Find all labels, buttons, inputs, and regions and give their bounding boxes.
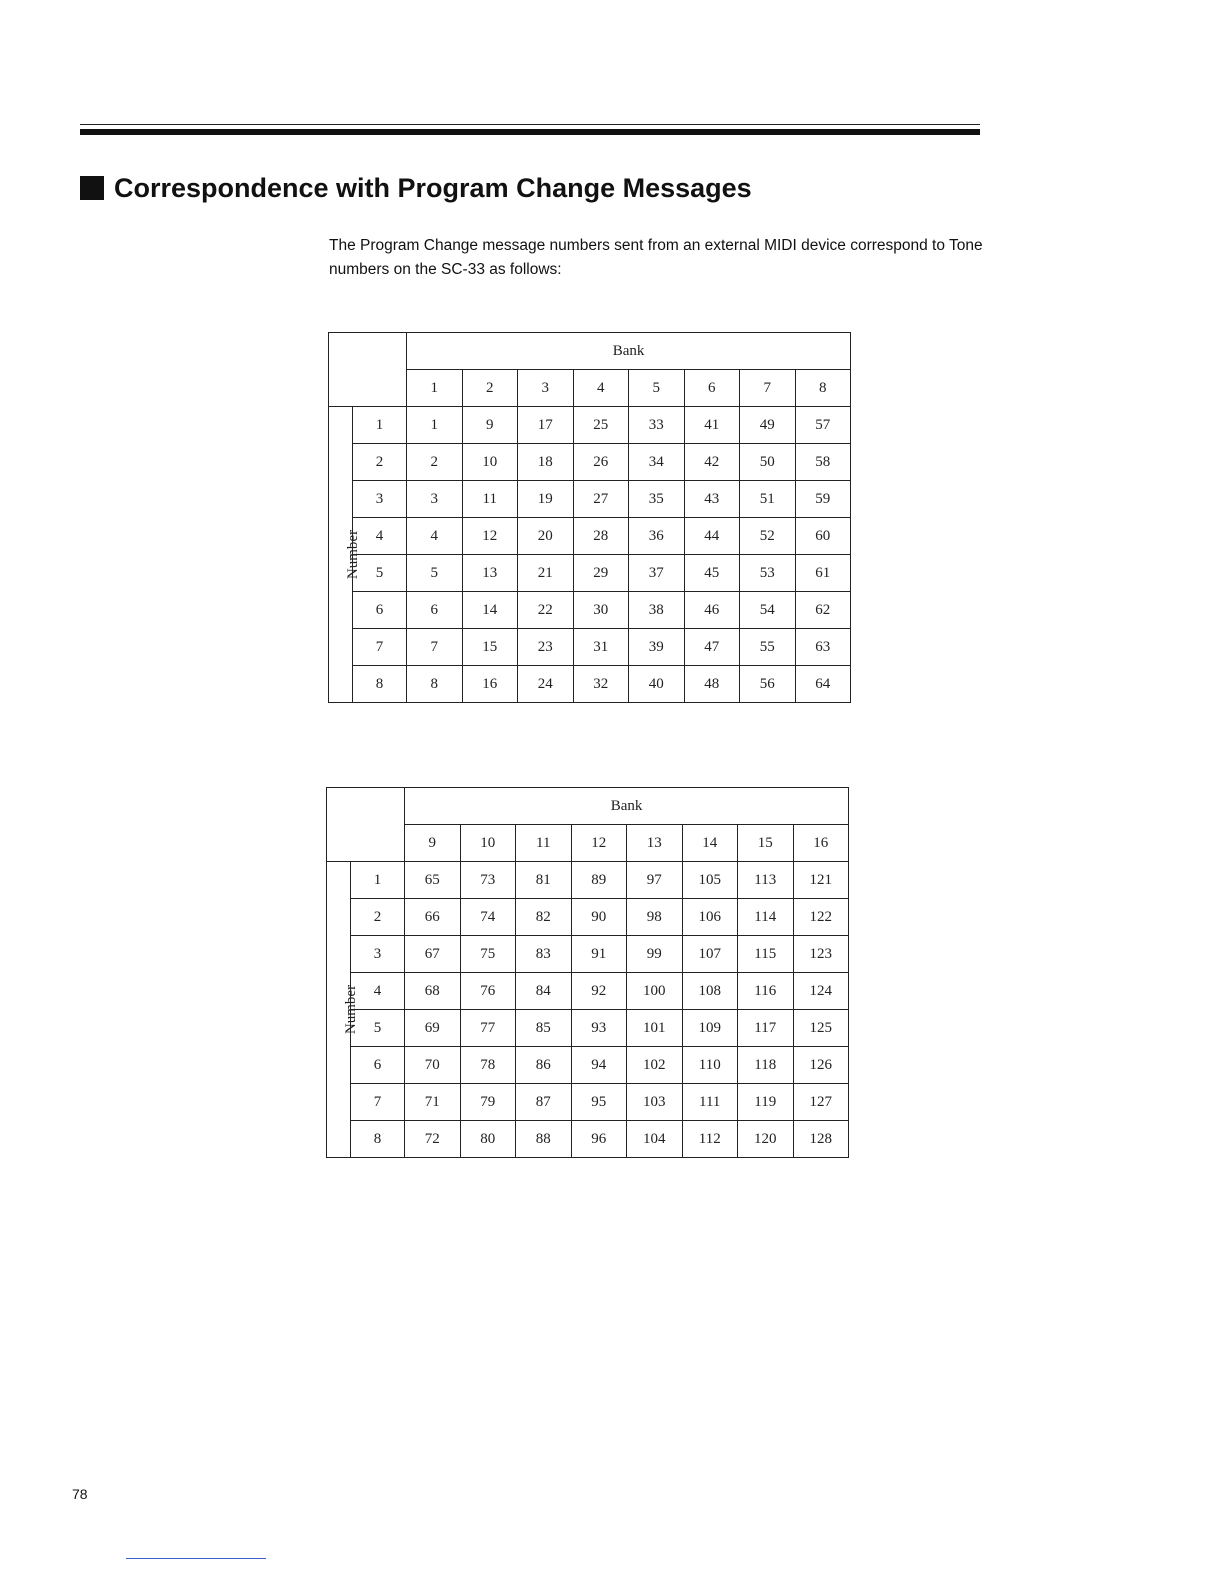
tone-number-cell: 67 [405, 936, 461, 973]
tone-number-cell: 57 [795, 407, 851, 444]
tone-number-cell: 93 [571, 1010, 627, 1047]
tone-number-cell: 21 [518, 555, 574, 592]
tone-number-cell: 47 [684, 629, 740, 666]
tone-number-cell: 91 [571, 936, 627, 973]
row-number-cell: 7 [353, 629, 407, 666]
tone-number-cell: 7 [407, 629, 463, 666]
tone-number-cell: 66 [405, 899, 461, 936]
tone-number-cell: 81 [516, 862, 572, 899]
tone-number-cell: 1 [407, 407, 463, 444]
tone-number-cell: 92 [571, 973, 627, 1010]
tone-number-cell: 58 [795, 444, 851, 481]
bank-number-cell: 16 [793, 825, 849, 862]
header-rule-thick [80, 129, 980, 135]
tone-number-cell: 110 [682, 1047, 738, 1084]
tone-number-cell: 77 [460, 1010, 516, 1047]
tone-number-cell: 84 [516, 973, 572, 1010]
tone-number-cell: 96 [571, 1121, 627, 1158]
bank-number-cell: 4 [573, 370, 629, 407]
tone-number-cell: 42 [684, 444, 740, 481]
bank-number-cell: 6 [684, 370, 740, 407]
tone-number-cell: 40 [629, 666, 685, 703]
tone-number-cell: 5 [407, 555, 463, 592]
tone-number-cell: 59 [795, 481, 851, 518]
tone-number-cell: 15 [462, 629, 518, 666]
tone-number-cell: 29 [573, 555, 629, 592]
tone-number-cell: 39 [629, 629, 685, 666]
bank-number-cell: 8 [795, 370, 851, 407]
tone-number-cell: 101 [627, 1010, 683, 1047]
tone-number-cell: 43 [684, 481, 740, 518]
bank-header-row [329, 333, 851, 370]
bank-number-cell: 3 [518, 370, 574, 407]
number-axis-label [329, 407, 362, 703]
tone-number-cell: 128 [793, 1121, 849, 1158]
table-row [327, 1047, 849, 1084]
header-rule-thin [80, 124, 980, 125]
tone-number-cell: 25 [573, 407, 629, 444]
tone-number-cell: 76 [460, 973, 516, 1010]
tone-number-cell: 97 [627, 862, 683, 899]
tone-number-cell: 49 [740, 407, 796, 444]
tone-number-cell: 23 [518, 629, 574, 666]
tone-number-cell: 11 [462, 481, 518, 518]
tone-number-cell: 112 [682, 1121, 738, 1158]
tone-number-cell: 3 [407, 481, 463, 518]
tone-number-cell: 20 [518, 518, 574, 555]
tone-number-cell: 34 [629, 444, 685, 481]
bank-number-cell: 11 [516, 825, 572, 862]
row-number-cell: 6 [353, 592, 407, 629]
tone-number-cell: 120 [738, 1121, 794, 1158]
row-number-cell: 5 [353, 555, 407, 592]
corner-cell [327, 788, 405, 862]
tone-number-cell: 114 [738, 899, 794, 936]
tone-number-cell: 64 [795, 666, 851, 703]
tone-number-cell: 2 [407, 444, 463, 481]
row-number-cell: 6 [351, 1047, 405, 1084]
bank-numbers-row [327, 825, 849, 862]
corner-cell [329, 333, 407, 407]
tone-number-cell: 41 [684, 407, 740, 444]
bank-number-cell: 2 [462, 370, 518, 407]
bank-numbers-row [329, 370, 851, 407]
tone-number-cell: 98 [627, 899, 683, 936]
tone-number-cell: 87 [516, 1084, 572, 1121]
tone-number-cell: 26 [573, 444, 629, 481]
table-row [327, 1121, 849, 1158]
tone-number-cell: 103 [627, 1084, 683, 1121]
tone-number-cell: 104 [627, 1121, 683, 1158]
table-row [329, 629, 851, 666]
table-row [329, 407, 851, 444]
tone-number-cell: 10 [462, 444, 518, 481]
bank-number-cell: 9 [405, 825, 461, 862]
table-row [329, 481, 851, 518]
tone-number-cell: 70 [405, 1047, 461, 1084]
tone-number-cell: 118 [738, 1047, 794, 1084]
tone-number-cell: 32 [573, 666, 629, 703]
tone-number-cell: 126 [793, 1047, 849, 1084]
tone-number-cell: 90 [571, 899, 627, 936]
tone-number-cell: 123 [793, 936, 849, 973]
tone-number-cell: 50 [740, 444, 796, 481]
table-row [327, 936, 849, 973]
row-number-cell: 7 [351, 1084, 405, 1121]
tone-number-cell: 38 [629, 592, 685, 629]
tone-number-cell: 62 [795, 592, 851, 629]
table-row [327, 1010, 849, 1047]
row-number-cell: 1 [353, 407, 407, 444]
row-number-cell: 4 [351, 973, 405, 1010]
table-row [329, 444, 851, 481]
tone-number-cell: 94 [571, 1047, 627, 1084]
bank-number-cell: 15 [738, 825, 794, 862]
tone-number-cell: 12 [462, 518, 518, 555]
tone-number-cell: 111 [682, 1084, 738, 1121]
table-row [327, 1084, 849, 1121]
tone-number-cell: 17 [518, 407, 574, 444]
tone-number-cell: 6 [407, 592, 463, 629]
tone-number-cell: 86 [516, 1047, 572, 1084]
tone-number-cell: 36 [629, 518, 685, 555]
row-number-cell: 3 [351, 936, 405, 973]
tone-number-cell: 19 [518, 481, 574, 518]
tone-number-cell: 35 [629, 481, 685, 518]
bank-number-cell: 13 [627, 825, 683, 862]
tone-number-cell: 22 [518, 592, 574, 629]
tone-number-cell: 113 [738, 862, 794, 899]
tone-number-cell: 74 [460, 899, 516, 936]
tone-number-cell: 73 [460, 862, 516, 899]
tone-number-cell: 106 [682, 899, 738, 936]
tone-number-cell: 105 [682, 862, 738, 899]
tone-number-cell: 53 [740, 555, 796, 592]
tone-number-cell: 83 [516, 936, 572, 973]
tone-number-cell: 4 [407, 518, 463, 555]
tone-number-cell: 28 [573, 518, 629, 555]
table-row [327, 899, 849, 936]
tone-number-cell: 75 [460, 936, 516, 973]
tone-number-cell: 55 [740, 629, 796, 666]
row-number-cell: 8 [353, 666, 407, 703]
number-label-text: Number [345, 529, 362, 580]
tone-number-cell: 80 [460, 1121, 516, 1158]
tone-number-cell: 125 [793, 1010, 849, 1047]
tone-number-cell: 119 [738, 1084, 794, 1121]
tone-number-cell: 99 [627, 936, 683, 973]
tone-number-cell: 71 [405, 1084, 461, 1121]
tone-number-cell: 78 [460, 1047, 516, 1084]
tone-number-cell: 69 [405, 1010, 461, 1047]
row-number-cell: 2 [351, 899, 405, 936]
bank-label: Bank [407, 333, 851, 370]
tone-number-cell: 122 [793, 899, 849, 936]
bank-number-cell: 5 [629, 370, 685, 407]
bank-number-cell: 12 [571, 825, 627, 862]
tone-number-cell: 82 [516, 899, 572, 936]
tone-number-cell: 85 [516, 1010, 572, 1047]
tone-number-cell: 9 [462, 407, 518, 444]
tone-number-cell: 45 [684, 555, 740, 592]
row-number-cell: 8 [351, 1121, 405, 1158]
tone-number-cell: 52 [740, 518, 796, 555]
tone-number-cell: 95 [571, 1084, 627, 1121]
tone-number-cell: 68 [405, 973, 461, 1010]
tone-number-cell: 56 [740, 666, 796, 703]
tone-number-cell: 37 [629, 555, 685, 592]
table-row [329, 555, 851, 592]
tone-number-cell: 79 [460, 1084, 516, 1121]
row-number-cell: 2 [353, 444, 407, 481]
page-number: 78 [72, 1486, 88, 1502]
tone-number-cell: 127 [793, 1084, 849, 1121]
tone-number-cell: 44 [684, 518, 740, 555]
tone-number-cell: 60 [795, 518, 851, 555]
bank-number-cell: 10 [460, 825, 516, 862]
bank-number-cell: 7 [740, 370, 796, 407]
tone-number-cell: 18 [518, 444, 574, 481]
tone-number-cell: 108 [682, 973, 738, 1010]
bank-number-cell: 14 [682, 825, 738, 862]
tone-number-cell: 24 [518, 666, 574, 703]
tone-number-cell: 107 [682, 936, 738, 973]
tone-number-cell: 48 [684, 666, 740, 703]
heading-text: Correspondence with Program Change Messages [114, 172, 752, 203]
row-number-cell: 5 [351, 1010, 405, 1047]
tone-number-cell: 61 [795, 555, 851, 592]
section-heading [80, 168, 752, 208]
tone-number-cell: 51 [740, 481, 796, 518]
row-number-cell: 4 [353, 518, 407, 555]
tone-number-cell: 8 [407, 666, 463, 703]
table-row [329, 592, 851, 629]
bank-header-row [327, 788, 849, 825]
tone-number-cell: 89 [571, 862, 627, 899]
row-number-cell: 1 [351, 862, 405, 899]
program-change-table-2 [326, 787, 849, 1158]
tone-number-cell: 14 [462, 592, 518, 629]
table-row [329, 666, 851, 703]
bank-number-cell: 1 [407, 370, 463, 407]
tone-number-cell: 16 [462, 666, 518, 703]
tone-number-cell: 116 [738, 973, 794, 1010]
footer-line [126, 1558, 266, 1559]
tone-number-cell: 13 [462, 555, 518, 592]
tone-number-cell: 88 [516, 1121, 572, 1158]
tone-number-cell: 109 [682, 1010, 738, 1047]
tone-number-cell: 63 [795, 629, 851, 666]
tone-number-cell: 27 [573, 481, 629, 518]
tone-number-cell: 65 [405, 862, 461, 899]
bank-label: Bank [405, 788, 849, 825]
table-row [327, 973, 849, 1010]
tone-number-cell: 115 [738, 936, 794, 973]
tone-number-cell: 102 [627, 1047, 683, 1084]
square-bullet-icon [80, 176, 104, 200]
tone-number-cell: 117 [738, 1010, 794, 1047]
tone-number-cell: 46 [684, 592, 740, 629]
program-change-table-1 [328, 332, 851, 703]
tone-number-cell: 124 [793, 973, 849, 1010]
tone-number-cell: 30 [573, 592, 629, 629]
number-axis-label [327, 862, 360, 1158]
tone-number-cell: 33 [629, 407, 685, 444]
tone-number-cell: 54 [740, 592, 796, 629]
number-label-text: Number [343, 984, 360, 1035]
tone-number-cell: 121 [793, 862, 849, 899]
tone-number-cell: 100 [627, 973, 683, 1010]
table-row [327, 862, 849, 899]
row-number-cell: 3 [353, 481, 407, 518]
tone-number-cell: 31 [573, 629, 629, 666]
tone-number-cell: 72 [405, 1121, 461, 1158]
intro-paragraph: The Program Change message numbers sent from an external MIDI device correspond to Tone numbers on the SC-33 as follows: [329, 237, 983, 278]
table-row [329, 518, 851, 555]
